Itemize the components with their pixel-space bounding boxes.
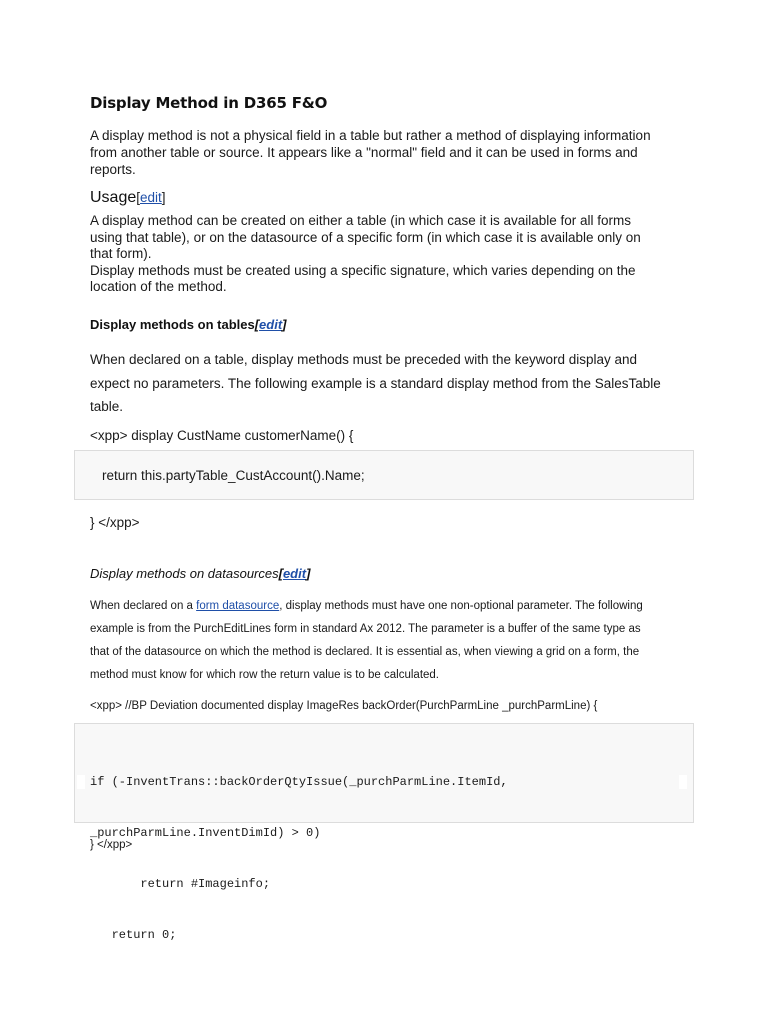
intro-line: A display method is not a physical field in a table but rather a method of displaying information bbox=[90, 128, 651, 143]
tab-marker bbox=[77, 775, 85, 789]
tables-code-body: return this.partyTable_CustAccount().Name; bbox=[102, 468, 365, 483]
edit-bracket-open: [ bbox=[136, 190, 141, 205]
usage-edit-link[interactable]: edit bbox=[140, 190, 162, 205]
tables-paragraph bbox=[90, 348, 661, 419]
intro-line: from another table or source. It appears like a "normal" field and it can be used in forms and bbox=[90, 145, 638, 160]
usage-heading bbox=[90, 189, 166, 207]
datasources-line: example is from the PurchEditLines form in standard Ax 2012. The parameter is a buffer of the same type as bbox=[90, 623, 641, 635]
code-line: return 0; bbox=[90, 928, 177, 942]
code-line: _purchParmLine.InventDimId) > 0) bbox=[90, 826, 321, 840]
intro-paragraph bbox=[90, 127, 651, 178]
tables-heading-text: Display methods on tables bbox=[90, 317, 255, 332]
tables-heading bbox=[90, 317, 287, 332]
datasources-code-close: } </xpp> bbox=[90, 839, 133, 851]
datasources-code-open: <xpp> //BP Deviation documented display ImageRes backOrder(PurchParmLine _purchParmLine) { bbox=[90, 700, 598, 712]
datasources-line bbox=[90, 595, 643, 618]
datasources-heading bbox=[90, 566, 310, 581]
usage-line: A display method can be created on either a table (in which case it is available for all forms bbox=[90, 213, 632, 228]
edit-bracket-close: ] bbox=[306, 566, 311, 581]
edit-bracket-close: ] bbox=[161, 190, 166, 205]
usage-line: location of the method. bbox=[90, 279, 227, 294]
edit-bracket-open: [ bbox=[278, 566, 283, 581]
usage-line: that form). bbox=[90, 246, 152, 261]
datasources-line: that of the datasource on which the method is declared. It is essential as, when viewing a grid on a form, the bbox=[90, 646, 640, 658]
intro-line: reports. bbox=[90, 162, 136, 177]
tables-code-open: <xpp> display CustName customerName() { bbox=[90, 428, 354, 443]
datasources-line: method must know for which row the return value is to be calculated. bbox=[90, 669, 440, 681]
tables-edit-link[interactable]: edit bbox=[259, 317, 283, 332]
datasources-paragraph bbox=[90, 595, 643, 687]
code-line: return #Imageinfo; bbox=[90, 877, 271, 891]
usage-heading-text: Usage bbox=[90, 189, 137, 206]
tables-line: table. bbox=[90, 399, 124, 414]
tables-line: expect no parameters. The following example is a standard display method from the SalesTable bbox=[90, 375, 661, 391]
tables-code-close: } </xpp> bbox=[90, 515, 140, 530]
usage-paragraph bbox=[90, 213, 641, 296]
edit-bracket-open: [ bbox=[254, 317, 260, 332]
tab-marker bbox=[679, 775, 687, 789]
datasources-code-body bbox=[90, 740, 508, 978]
usage-line: Display methods must be created using a specific signature, which varies depending on the bbox=[90, 262, 636, 278]
datasources-line-text: , display methods must have one non-optional parameter. The following bbox=[279, 600, 643, 612]
datasources-edit-link[interactable]: edit bbox=[282, 566, 307, 581]
datasources-heading-text: Display methods on datasources bbox=[90, 566, 279, 581]
datasources-line-text: When declared on a bbox=[90, 600, 197, 612]
page-title: Display Method in D365 F&O bbox=[90, 94, 328, 112]
tables-code-block bbox=[74, 450, 694, 500]
edit-bracket-close: ] bbox=[282, 317, 287, 332]
code-line: if (-InventTrans::backOrderQtyIssue(_purchParmLine.ItemId, bbox=[90, 775, 508, 789]
usage-line: using that table), or on the datasource of a specific form (in which case it is available only on bbox=[90, 229, 641, 245]
form-datasource-link[interactable]: form datasource bbox=[196, 600, 280, 612]
tables-line: When declared on a table, display methods must be preceded with the keyword display and bbox=[90, 352, 638, 367]
